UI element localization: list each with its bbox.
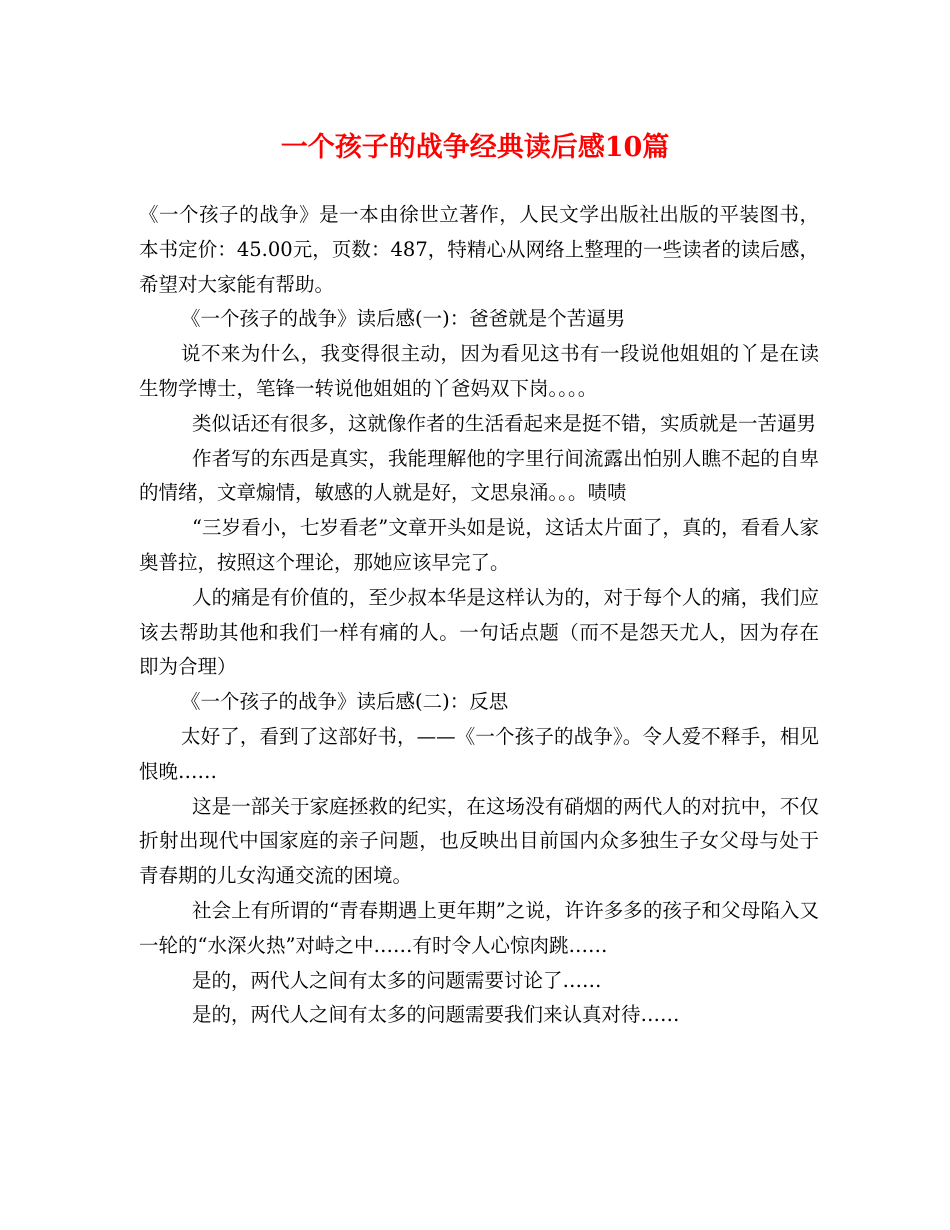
section-heading-2: 《一个孩子的战争》读后感(二)：反思 xyxy=(181,690,509,714)
body-paragraph: 人的痛是有价值的，至少叔本华是这样认为的，对于每个人的痛，我们应该去帮助其他和我们一样有痛的人。一句话点题（而不是怨天尤人，因为存在即为合理） xyxy=(139,585,819,679)
body-paragraph: 太好了，看到了这部好书，——《一个孩子的战争》。令人爱不释手，相见恨晚…… xyxy=(139,724,819,783)
document-title: 一个孩子的战争经典读后感10篇 xyxy=(280,132,670,163)
body-paragraph: 作者写的东西是真实，我能理解他的字里行间流露出怕别人瞧不起的自卑的情绪，文章煽情，敏感的人就是好，文思泉涌。。。啧啧 xyxy=(139,446,819,505)
body-paragraph: “三岁看小，七岁看老”文章开头如是说，这话太片面了，真的，看看人家奥普拉，按照这个理论，那她应该早完了。 xyxy=(139,516,819,574)
body-paragraph: 是的，两代人之间有太多的问题需要我们来认真对待…… xyxy=(192,1003,680,1027)
body-paragraph: 这是一部关于家庭拯救的纪实，在这场没有硝烟的两代人的对抗中，不仅折射出现代中国家庭的亲子问题，也反映出目前国内众多独生子女父母与处于青春期的儿女沟通交流的困境。 xyxy=(139,794,819,888)
body-paragraph: 是的，两代人之间有太多的问题需要讨论了…… xyxy=(192,968,602,992)
body-paragraph: 说不来为什么，我变得很主动，因为看见这书有一段说他姐姐的丫是在读生物学博士，笔锋一转说他姐姐的丫爸妈双下岗。。。。 xyxy=(139,342,819,400)
body-paragraph: 类似话还有很多，这就像作者的生活看起来是挺不错，实质就是一苦逼男 xyxy=(192,411,817,435)
document-body xyxy=(139,198,819,1033)
body-paragraph: 社会上有所谓的“青春期遇上更年期”之说，许许多多的孩子和父母陷入又一轮的“水深火热”对峙之中……有时令人心惊肉跳…… xyxy=(139,898,819,957)
intro-paragraph: 《一个孩子的战争》是一本由徐世立著作，人民文学出版社出版的平装图书，本书定价：45.00元，页数：487，特精心从网络上整理的一些读者的读后感，希望对大家能有帮助。 xyxy=(139,203,819,296)
section-heading-1: 《一个孩子的战争》读后感(一)：爸爸就是个苦逼男 xyxy=(181,307,626,331)
